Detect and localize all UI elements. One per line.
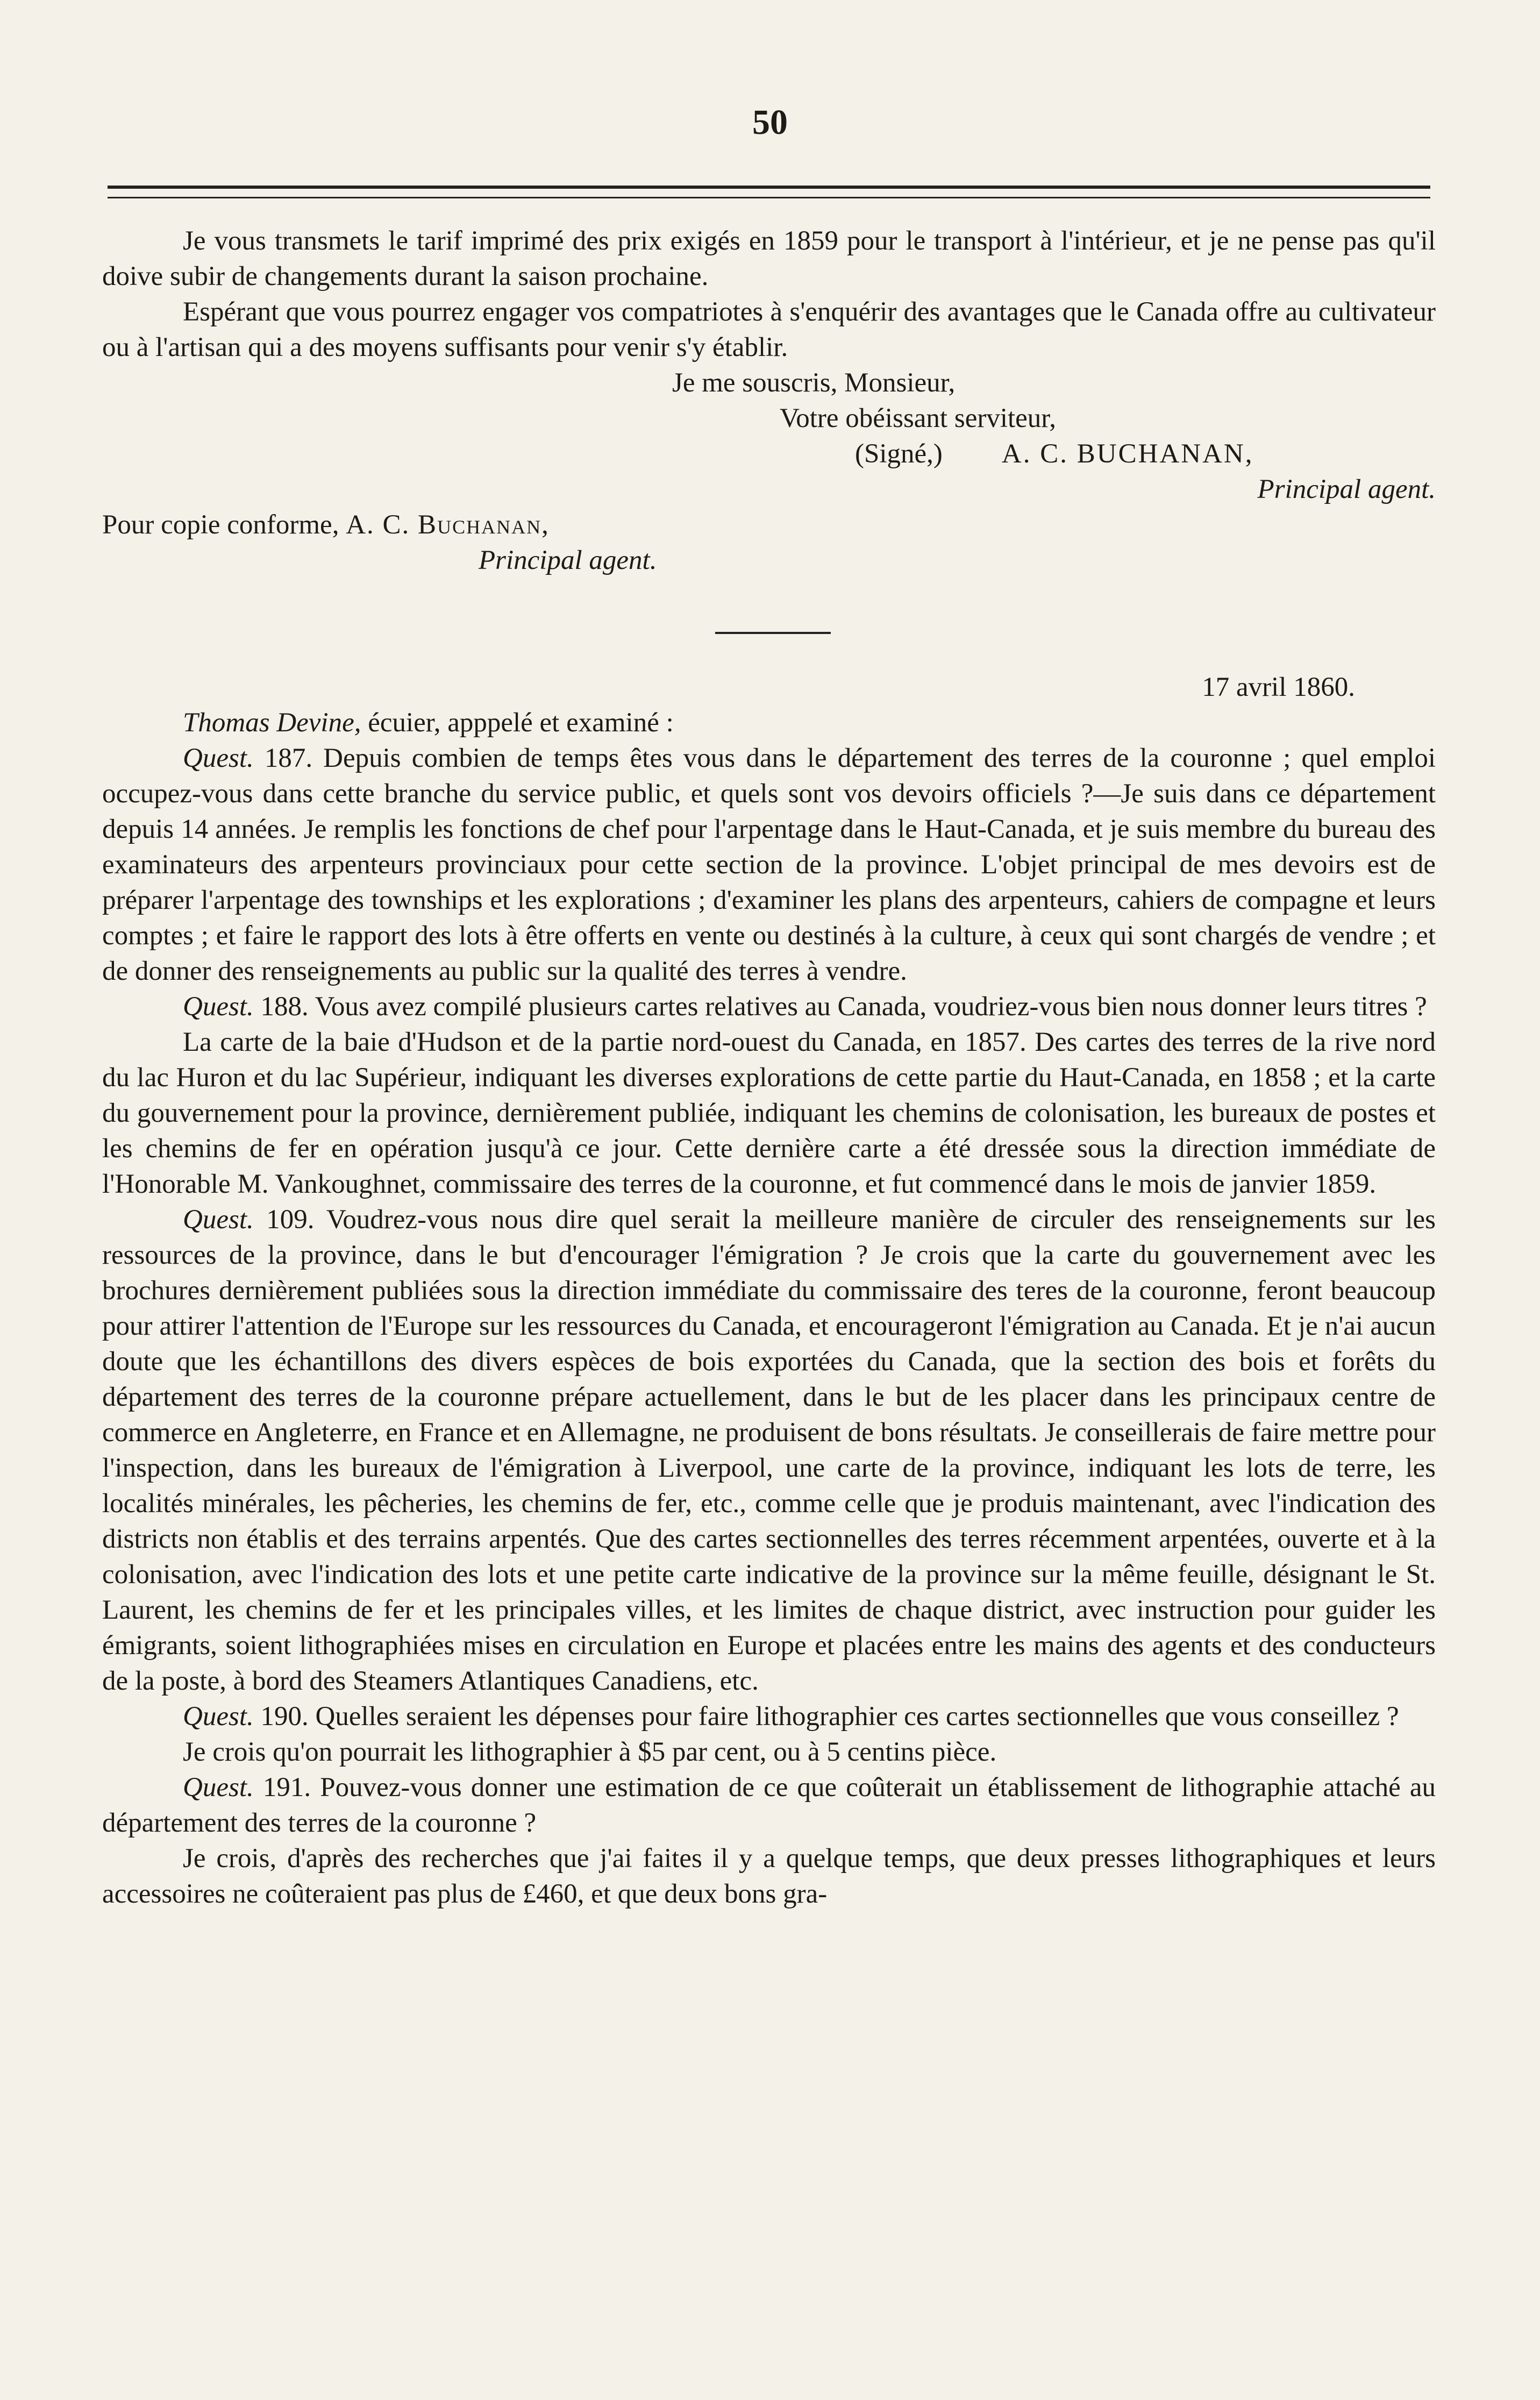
answer-191: Je crois, d'après des recherches que j'ai faites il y a quelque temps, que deux presses lithographiques et leurs accessoires ne coûteraient pas plus de £460, et que deux bons gra-	[102, 1843, 1436, 1909]
copy-signer: A. C. Buchanan,	[346, 510, 550, 540]
letter-paragraph-1: Je vous transmets le tarif imprimé des prix exigés en 1859 pour le transport à l'intérieur, et je ne pense pas qu'il doive subir de changements durant la saison prochaine.	[102, 226, 1436, 291]
signature-line	[102, 436, 1436, 472]
signer-name: A. C. BUCHANAN,	[1001, 439, 1254, 469]
closing-line-2: Votre obéissant serviteur,	[780, 403, 1056, 433]
letter-paragraph-2: Espérant que vous pourrez engager vos compatriotes à s'enquérir des avantages que le Canada offre au cultivateur ou à l'artisan qui a des moyens suffisants pour venir s'y établir.	[102, 297, 1436, 362]
witness-line	[102, 705, 1436, 740]
question-text: 187. Depuis combien de temps êtes vous dans le département des terres de la couronne ; quel emploi occupez-vous dans cette branche du service public, et quels sont vos devoirs officiels ?—Je suis dans ce département depuis 14 années. Je remplis les fonctions de chef pour l'arpentage dans le Haut-Canada, et je suis membre du bureau des examinateurs des arpenteurs provinciaux pour cette section de la province. L'objet principal de mes devoirs est de préparer l'arpentage des townships et les explorations ; d'examiner les plans des arpenteurs, cahiers de compagne et leurs comptes ; et faire le rapport des lots à être offerts en vente ou destinés à la culture, à ceux qui sont chargés de vendre ; et de donner des renseignements au public sur la qualité des terres à vendre.	[102, 743, 1436, 986]
question-187	[102, 740, 1436, 989]
signer-title: Principal agent.	[1257, 474, 1436, 504]
letter-block	[102, 223, 1436, 578]
copy-title: Principal agent.	[479, 545, 657, 575]
question-label: Quest.	[183, 992, 254, 1022]
signed-mark: (Signé,)	[855, 439, 943, 469]
question-text: 191. Pouvez-vous donner une estimation de ce que coûterait un établissement de lithographie attaché au département des terres de la couronne ?	[102, 1772, 1436, 1838]
page-number: 50	[752, 103, 788, 142]
copy-label: Pour copie conforme,	[102, 510, 339, 540]
header-rule-thin	[108, 197, 1430, 198]
copy-line	[102, 507, 1436, 543]
question-188	[102, 989, 1436, 1024]
answer-190: Je crois qu'on pourrait les lithographier à $5 par cent, ou à 5 centins pièce.	[183, 1737, 997, 1767]
question-191	[102, 1770, 1436, 1841]
question-text: 188. Vous avez compilé plusieurs cartes relatives au Canada, voudriez-vous bien nous donner leurs titres ?	[260, 992, 1427, 1022]
closing-line-1: Je me souscris, Monsieur,	[672, 368, 956, 398]
witness-intro: écuier, apppelé et examiné :	[368, 708, 674, 738]
testimony-block	[102, 670, 1436, 1912]
witness-name: Thomas Devine,	[183, 708, 361, 738]
testimony-date: 17 avril 1860.	[1202, 672, 1355, 702]
question-189	[102, 1202, 1436, 1699]
question-text: 190. Quelles seraient les dépenses pour faire lithographier ces cartes sectionnelles que vous conseillez ?	[260, 1701, 1399, 1732]
question-label: Quest.	[183, 743, 254, 773]
answer-188: La carte de la baie d'Hudson et de la partie nord-ouest du Canada, en 1857. Des cartes des terres de la rive nord du lac Huron et du lac Supérieur, indiquant les diverses explorations de cette partie du Haut-Canada, en 1858 ; et la carte du gouvernement pour la province, dernièrement publiée, indiquant les chemins de colonisation, les bureaux de postes et les chemins de fer en opération jusqu'à ce jour. Cette dernière carte a été dressée sous la direction immédiate de l'Honorable M. Vankoughnet, commissaire des terres de la couronne, et fut commencé dans le mois de janvier 1859.	[102, 1027, 1436, 1199]
question-label: Quest.	[183, 1205, 254, 1235]
header-rule-thick	[108, 186, 1430, 189]
question-label: Quest.	[183, 1701, 254, 1732]
question-text: 109. Voudrez-vous nous dire quel serait la meilleure manière de circuler des renseignements sur les ressources de la province, dans le but d'encourager l'émigration ? Je crois que la carte du gouvernement avec les brochures dernièrement publiées sous la direction immédiate du commissaire des teres de la couronne, feront beaucoup pour attirer l'attention de l'Europe sur les ressources du Canada, et encourageront l'émigration au Canada. Et je n'ai aucun doute que les échantillons des divers espèces de bois exportées du Canada, que la section des bois et forêts du département des terres de la couronne prépare actuellement, dans le but de les placer dans les principaux centre de commerce en Angleterre, en France et en Allemagne, ne produisent de bons résultats. Je conseillerais de faire mettre pour l'inspection, dans les bureaux de l'émigration à Liverpool, une carte de la province, indiquant les lots de terre, les localités minérales, les pêcheries, les chemins de fer, etc., comme celle que je produis maintenant, avec l'indication des districts non établis et des terrains arpentés. Que des cartes sectionnelles des terres récemment arpentées, ouverte et à la colonisation, avec l'indication des lots et une petite carte indicative de la province sur la même feuille, désignant le St. Laurent, les chemins de fer et les principales villes, et les limites de chaque district, avec instruction pour guider les émigrants, soient lithographiées mises en circulation en Europe et placées entre les mains des agents et des conducteurs de la poste, à bord des Steamers Atlantiques Canadiens, etc.	[102, 1205, 1436, 1696]
section-divider	[715, 632, 831, 634]
question-label: Quest.	[183, 1772, 254, 1803]
question-190	[102, 1699, 1436, 1734]
